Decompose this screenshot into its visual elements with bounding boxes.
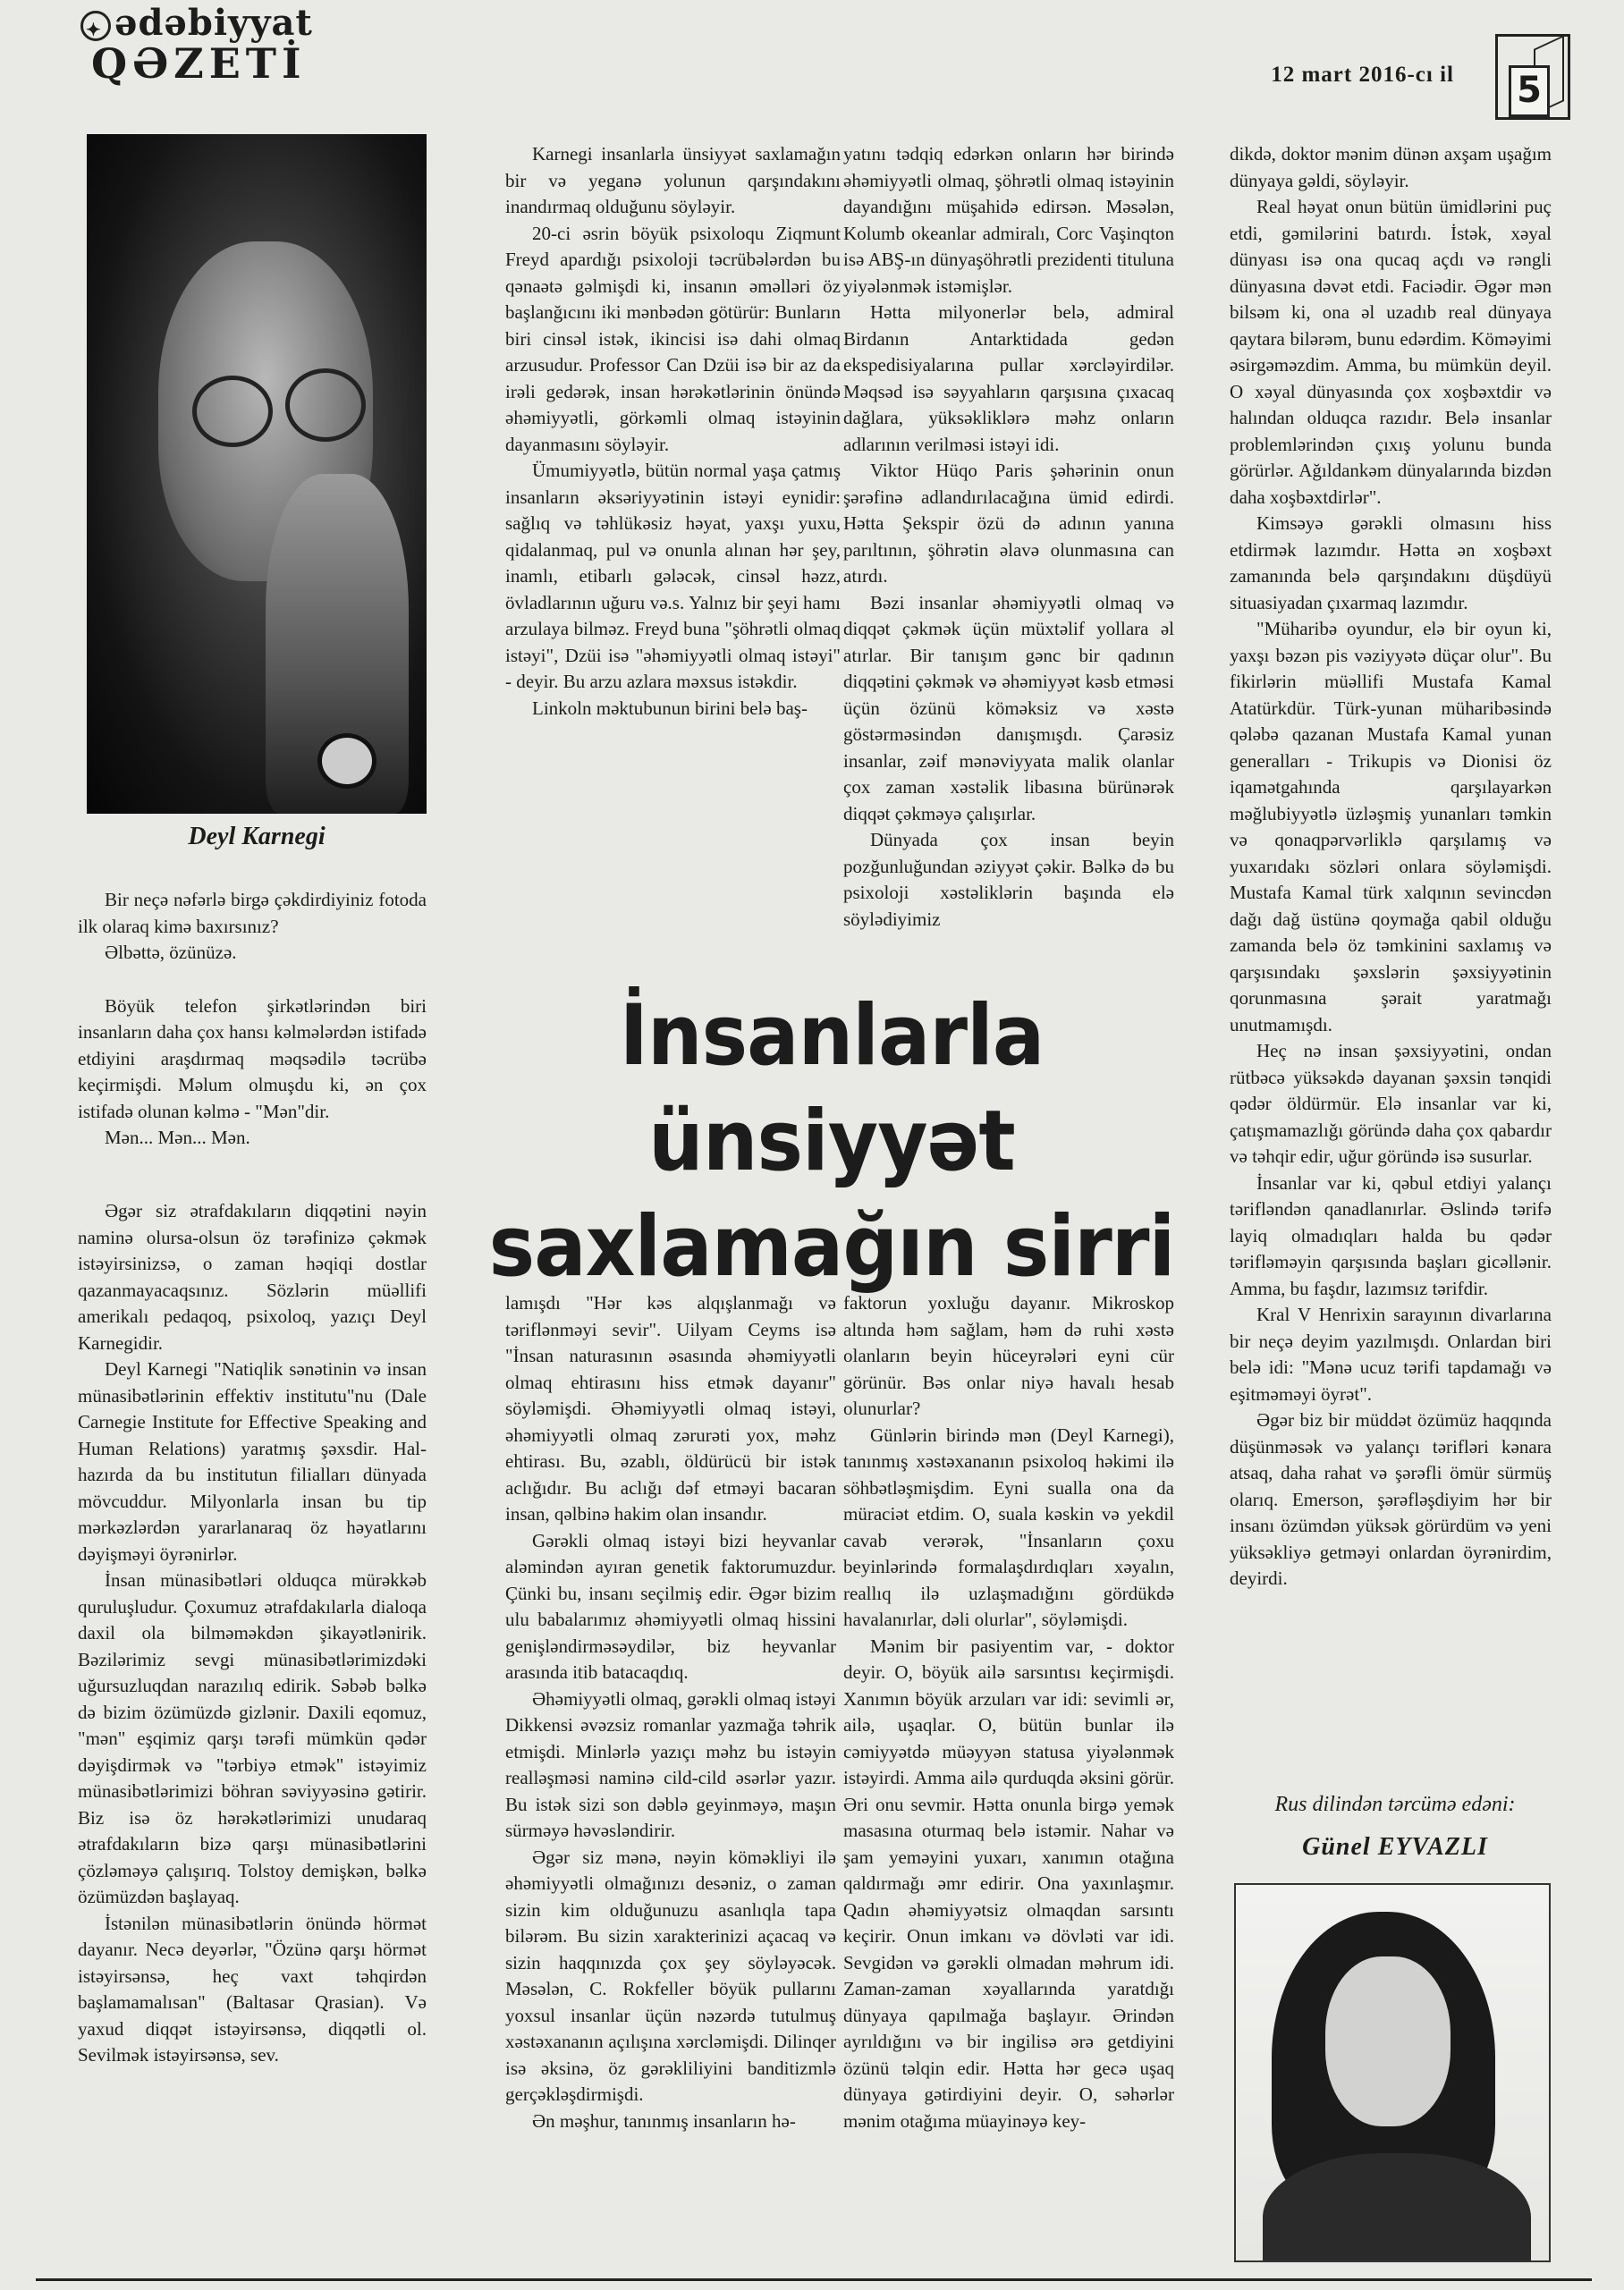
paragraph: Bəzi insanlar əhəmiyyətli olmaq və diqqət çəkmək üçün müxtəlif yollara əl atırlar. Bir tanışım gənc bir qadının diqqətini çəkmək və əhəmiyyət kəsb etməsi üçün özünü köməksiz və xəstə göstərməsindən danışmışdı. Çarəsiz insanlar, zəif mənəviyyata malik olanlar çox zaman xəstəlik libasına bürünərək diqqət çəkməyə çalışırlar. [843,591,1174,824]
paragraph: Real həyat onun bütün ümidlərini puç etdi, gəmilərini batırdı. İstək, xəyal dünyası isə ona qucaq açdı və rəngli dünyasına dəvət etdi. Faciədir. Əgər mən bilsəm ki, ona əl uzadıb real dünyaya qaytara bilərəm, bunu edərdim. Köməyimi əsirgəməzdim. Amma, bu mümkün deyil. O xəyal dünyasında çox xoşbəxtdir və halından olduqca razıdır. Belə insanlar problemlərindən çıxış yolunu bunda görürlər. Ağıldankəm dünyalarında bizdən daha xoşbəxtdirlər". [1230,196,1552,508]
paragraph: Ən məşhur, tanınmış insanların hə- [532,2109,796,2132]
paragraph: Böyük telefon şirkətlərindən biri insanların daha çox hansı kəlmələrdən istifadə etdiyini araşdırmaq məqsədilə təcrübə keçirmişdi. Məlum olmuşdu ki, ən çox istifadə olunan kəlmə - "Mən"dir. [78,994,427,1122]
author-name: Günel EYVAZLI [1302,1833,1488,1861]
paragraph: Linkoln məktubunun birini belə baş- [532,697,808,719]
paragraph: 20-ci əsrin böyük psixoloqu Ziqmunt Freyd apardığı psixoloji təcrübələrdən bu qənaətə gəlmişdi ki, insanın əməlləri öz başlanğıcını iki mənbədən götürür: Bunların biri cinsəl istək, ikincisi isə dahi olmaq arzusudur. Professor Can Dzüi isə bir az da irəli gedərək, insan hərəkətlərinin önündə əhəmiyyətli, görkəmli olmaq istəyinin dayanmasını söyləyir. [505,222,841,455]
paragraph: faktorun yoxluğu dayanır. Mikroskop altında həm sağlam, həm də ruhi xəstə olanların beyin hüceyrələri eyni cür görünür. Bəs onlar niyə havalı hesab olunurlar? [843,1292,1174,1419]
page-number-box [1495,34,1570,120]
paragraph: lamışdı "Hər kəs alqışlanmağı və təriflənməyi sevir". Uilyam Ceyms isə "İnsan naturasının əsasında əhəmiyyətli olmaq ehtirasını hiss etmək dayanır" söyləmişdi. Əhəmiyyətli olmaq istəyi, əhəmiyyətli olmaq zərurəti yox, məhz ehtirası. Bu, əzablı, öldürücü bir istək aclığıdır. Bu aclığı dəf etməyi bacaran insan, qəlbinə hakim olan insandır. [505,1292,836,1525]
emblem-icon [80,11,111,41]
paragraph: Günlərin birində mən (Deyl Karnegi), tanınmış xəstəxananın psixoloq həkimi ilə söhbətləşmişdim. Eyni sualla ona da müraciət etdim. O, suala kəskin və yekdil cavab verərək, "İnsanların çoxu beyinlərində formalaşdırdıqları xəyalın, reallıq ilə uzlaşmadığını gördükdə havalanırlar, dəli olurlar", söyləmişdi. [843,1424,1174,1630]
newspaper-masthead [80,4,349,89]
headline-line1: İnsanlarla ünsiyyət [619,987,1045,1190]
paragraph: dikdə, doktor mənim dünən axşam uşağım dünyaya gəldi, söyləyir. [1230,143,1552,191]
paragraph: İnsan münasibətləri olduqca mürəkkəb quruluşludur. Çoxumuz ətrafdakılarla dialoqa daxil ola bilməməkdən şikayətlənirik. Bəzilərimiz sevgi münasibətlərimizdəki uğursuzluqdan narazılıq edirik. Səbəb bəlkə də bizim özümüzdə gizlənir. Daxili eqomuz, "mən" eşqimiz qarşı tərəfi mümkün qədər dəyişdirmək və "tərbiyə etmək" istəyimiz münasibətlərimizi böhran səviyyəsinə gətirir. Biz isə öz hərəkətlərimizi unudaraq ətrafdakıların bizə qarşı münasibətlərini çözləməyə çalışırıq. Tolstoy demişkən, bəlkə özümüzdən başlayaq. [78,1569,427,1907]
paragraph: İnsanlar var ki, qəbul etdiyi yalançı tərifləndən qanadlanırlar. Əslində tərifə layiq olmadıqları halda bu qədər tərifləməyin qarşısında başları gicəllənir. Amma, bu faşdır, lazımsız tərifdir. [1230,1171,1552,1299]
paragraph: Bir neçə nəfərlə birgə çəkdirdiyiniz fotoda ilk olaraq kimə baxırsınız? [78,889,427,937]
paragraph: Viktor Hüqo Paris şəhərinin onun şərəfinə adlandırılacağına ümid edirdi. Hətta Şekspir özü də adının yanına parıltının, şöhrətin əlavə olunmasına can atırdı. [843,460,1174,587]
paragraph: Ümumiyyətlə, bütün normal yaşa çatmış insanların əksəriyyətinin istəyi eynidir: sağlıq və təhlükəsiz həyat, yaxşı yuxu, qidalanmaq, pul və onunla alınan hər şey, inamlı, etibarlı gələcək, cinsəl həzz, övladlarının uğuru və.s. Yalnız bir şeyi hamı arzulaya bilməz. Freyd buna "şöhrətli olmaq istəyi", Dzüi isə "əhəmiyyətli olmaq istəyi" - deyir. Bu arzu azlara məxsus istəkdir. [505,460,841,692]
paragraph: Deyl Karnegi "Natiqlik sənətinin və insan münasibətlərinin effektiv institutu"nu (Dale Carnegie Institute for Effective Speaking and Human Relations) yaratmış şəxsdir. Hal-hazırda da bu institutun filialları dünyada mövcuddur. Milyonlarla insan bu tip mərkəzlərdən yararlanaraq öz həyatlarını dəyişməyi öyrənirlər. [78,1358,427,1565]
photo-caption: Deyl Karnegi [188,823,326,850]
column-3-top [843,141,1174,933]
paragraph: Dünyada çox insan beyin pozğunluğundan əziyyət çəkir. Bəlkə də bu psixoloji xəstəliklərin başında elə söylədiyimiz [843,829,1174,930]
translator-note: Rus dilindən tərcümə edəni: [1274,1793,1516,1816]
masthead-line2: QƏZETİ [91,39,307,88]
paragraph: "Müharibə oyundur, elə bir oyun ki, yaxşı bəzən pis vəziyyətə düçar olur". Bu fikirlərin müəllifi Mustafa Kamal Atatürkdür. Türk-yunan müharibəsində qələbə qazanan Mustafa Kamal yunan generalları - Trikupis və Dionisi öz iqamətgahında qarşılayarkən məğlubiyyətlə üzləşmiş yunanları təmkin və qonaqpərvərliklə qarşılamış və yuxarıdakı sözləri onlara söyləmişdi. Mustafa Kamal türk xalqının sevincdən dağı dağ üstünə qoymağa qabil olduğu zamanda belə öz təmkinini saxlamış və qarşısındakı şəxslərin şəxsiyyətinin qorunmasına şərait yaratmağı unutmamışdı. [1230,618,1552,1035]
paragraph: Əlbəttə, özünüzə. [105,942,237,963]
bottom-rule [36,2278,1592,2281]
portrait-photo [87,134,427,814]
column-2-bottom [505,1290,836,2134]
masthead-line1: ədəbiyyat [114,2,313,44]
headline-line2: saxlamağın sirri [488,1198,1175,1296]
paragraph: Əgər siz ətrafdakıların diqqətini nəyin naminə olursa-olsun öz tərəfinizə çəkmək istəyirsinizsə, o zaman həqiqi dostlar qazanmayacaqsınız. Sözlərin müəllifi amerikalı pedaqoq, psixoloq, yazıçı Deyl Karnegidir. [78,1200,427,1354]
column-1-bottom [78,1198,427,2069]
column-1-top [78,887,427,1152]
paragraph: Əgər siz mənə, nəyin köməkliyi ilə əhəmiyyətli olmağınızı desəniz, o zaman sizin kim olduğunuzu asanlıqla tapa bilərəm. Bu sizin xarakterinizi açacaq və sizin haqqınızda çox şey söyləyəcək. Məsələn, C. Rokfeller böyük pullarını yoxsul insanlar üçün nəzərdə tutulmuş xəstəxananın açılışına xərcləmişdi. Dilinqer isə əksinə, öz gərəkliliyini banditizmlə gerçəkləşdirmişdi. [505,1846,836,2105]
paragraph: Karnegi insanlarla ünsiyyət saxlamağın bir və yeganə yolunun qarşındakını inandırmaq olduğunu söyləyir. [505,143,841,217]
paragraph: İstənilən münasibətlərin önündə hörmət dayanır. Necə deyərlər, "Özünə qarşı hörmət istəyirsənsə, heç vaxt təhqirdən başlamamalısan" (Baltasar Qrasian). Və yaxud diqqət istəyirsənsə, diqqətli ol. Sevilmək istəyirsənsə, sev. [78,1912,427,2066]
paragraph: yatını tədqiq edərkən onların hər birində əhəmiyyətli olmaq, şöhrətli olmaq istəyinin dayandığını müşahidə edirsən. Məsələn, Kolumb okeanlar admiralı, Corc Vaşinqton isə ABŞ-ın dünyaşöhrətli prezidenti tituluna yiyələnmək istəmişlər. [843,143,1174,297]
paragraph: Kral V Henrixin sarayının divarlarına bir neçə deyim yazılmışdı. Onlardan biri belə idi: "Mənə ucuz tərifi tapdamağı və eşitməməyi öyrət". [1230,1304,1552,1405]
paragraph: Kimsəyə gərəkli olmasını hiss etdirmək lazımdır. Hətta ən xoşbəxt zamanında belə qarşındakını düşdüyü situasiyadan çıxarmaq lazımdır. [1230,512,1552,613]
column-3-bottom [843,1290,1174,2134]
page-number: 5 [1509,65,1550,117]
paragraph: Gərəkli olmaq istəyi bizi heyvanlar aləmindən ayıran genetik faktorumuzdur. Çünki bu, insanı seçilmiş edir. Əgər bizim ulu babalarımız əhəmiyyətli olmaq hissini genişləndirməsəydilər, biz heyvanlar arasında itib batacaqdıq. [505,1529,836,1683]
paragraph: Əgər biz bir müddət özümüz haqqında düşünməsək və yalançı tərifləri kənara atsaq, daha rahat və şərəfli ömür sürmüş olarıq. Emerson, şərəfləşdiyim hər bir insanı özümdən yüksək görürdüm və yeni yüksəkliyə getməyi onlardan öyrənirdim, deyirdi. [1230,1409,1552,1589]
issue-date: 12 mart 2016-cı il [1271,63,1454,87]
paragraph: Əhəmiyyətli olmaq, gərəkli olmaq istəyi Dikkensi əvəzsiz romanlar yazmağa təhrik etmişdi. Minlərlə yazıçı məhz bu istəyin realləşməsi naminə cild-cild əsərlər yazır. Bu istək sizi son dəblə geyinməyə, maşın sürməyə həvəsləndirir. [505,1687,837,1841]
paragraph: Mən... Mən... Mən. [105,1127,250,1148]
column-2-top [505,141,841,722]
author-photo [1234,1883,1551,2262]
paragraph: Mənim bir pasiyentim var, - doktor deyir. O, böyük ailə sarsıntısı keçirmişdi. Xanımın böyük arzuları var idi: sevimli ər, ailə, uşaqlar. O, bütün bunlar ilə cəmiyyətdə müəyyən statusa yiyələnmək istəyirdi. Amma ailə qurduqda əksini görür. Əri onu sevmir. Hətta onunla birgə yemək masasına oturmaq belə istəmir. Nahar və şam yeməyini yuxarı, xanımın otağına qaldırmağı əmr edirir. Ona yaxınlaşmır. Qadın əhəmiyyətsiz olmaqdan sarsıntı keçirir. Onun imkanı və dövləti var idi. Sevgidən və gərəkli olmadan məhrum idi. Zaman-zaman xəyallarında yaratdığı dünyaya qapılmağa başlayır. Ərindən ayrıldığını və bir ingilisə ərə getdiyini özünü təlqin edir. Hətta hər gecə uşaq dünyaya gətirdiyini deyir. O, səhərlər mənim otağıma müayinəyə key- [843,1635,1174,2132]
paragraph: Heç nə insan şəxsiyyətini, ondan rütbəcə yüksəkdə dayanan şəxsin tənqidi qədər öldürmür. Elə insanlar var ki, çatışmamazlığı göründə daha çox qabardır və təhqir edir, uğur göründə isə susurlar. [1230,1040,1552,1167]
paragraph: Hətta milyonerlər belə, admiral Birdanın Antarktidada gedən ekspedisiyalarına pullar xərcləyirdilər. Məqsəd isə səyyahların qarşısına çıxacaq dağlara, yüksəkliklərə məhz onların adlarının verilməsi istəyi idi. [843,301,1174,455]
article-headline [461,984,1202,1300]
column-4 [1230,141,1552,1593]
